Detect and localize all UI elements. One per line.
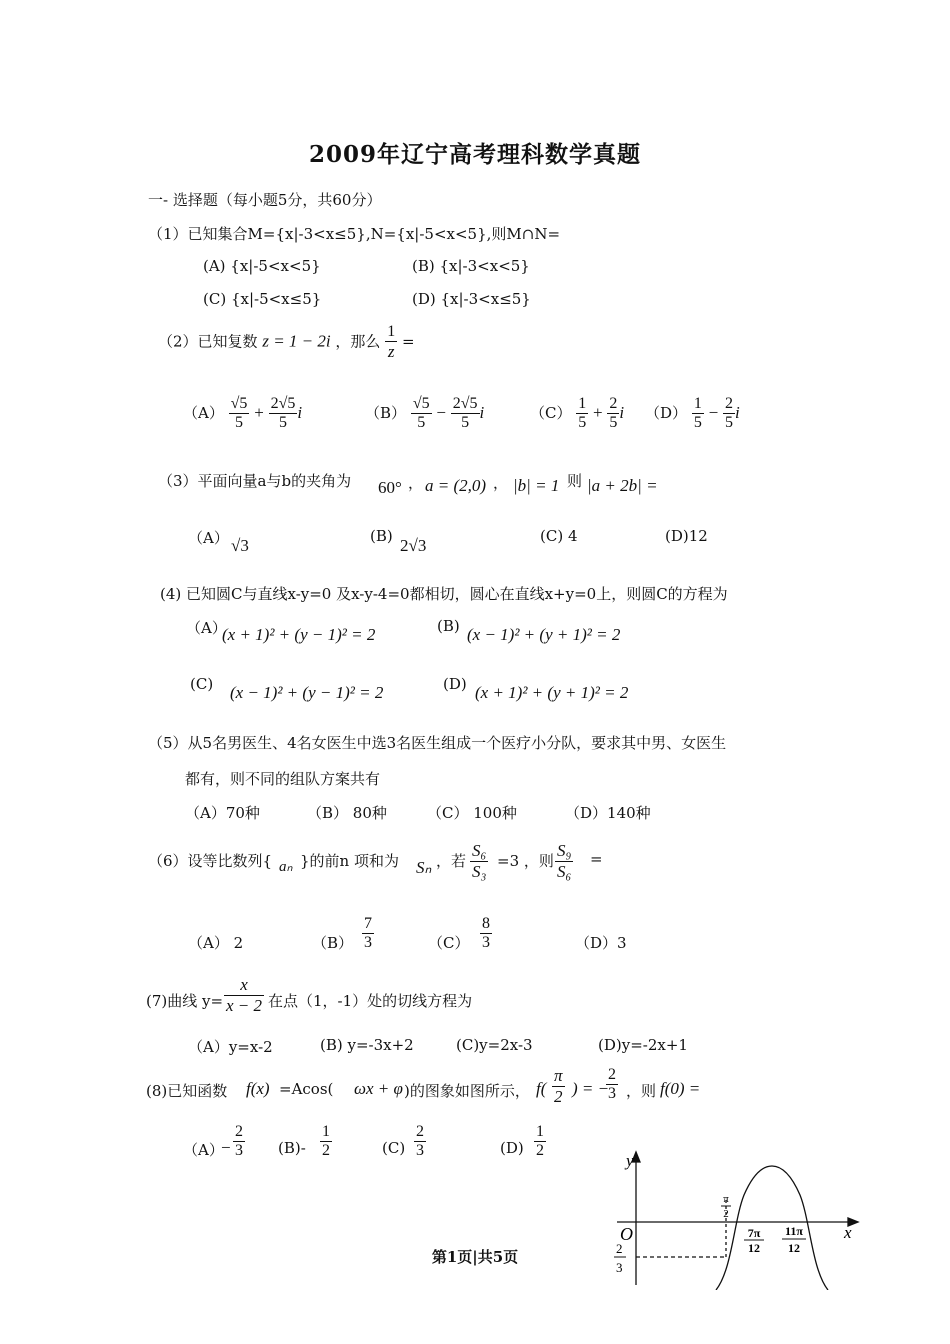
q1-option-c: (C) {x|-5<x≤5} bbox=[203, 290, 322, 308]
q6-if: ，若 bbox=[436, 852, 467, 870]
q8-cond-post: ) = − bbox=[572, 1079, 610, 1098]
q5-option-d: （D）140种 bbox=[565, 804, 651, 822]
graph-y-label: y bbox=[626, 1151, 634, 1170]
cosine-graph bbox=[612, 1150, 862, 1290]
q3-sep2: ， bbox=[493, 474, 509, 492]
q7-stem-post: 在点（1，-1）处的切线方程为 bbox=[268, 992, 473, 1010]
q3-option-b-value: 2√3 bbox=[400, 536, 427, 555]
q2-option-d: （D） $\frac{1}{5}$ − $\frac{2}{5}$ i bbox=[645, 395, 740, 432]
graph-pi-half-den: 2 bbox=[723, 1208, 729, 1220]
q3-option-b-label: (B) bbox=[370, 527, 393, 545]
q7-option-c: (C)y=2x-3 bbox=[456, 1036, 533, 1054]
q8-cond-pre: f( bbox=[536, 1079, 547, 1098]
q8-option-c-label: (C) bbox=[382, 1139, 406, 1157]
q3-option-d: (D)12 bbox=[665, 527, 708, 545]
graph-tick-11pi-num: 11π bbox=[785, 1224, 803, 1238]
q7-option-a: （A）y=x-2 bbox=[188, 1038, 273, 1056]
page-title: 2009年辽宁高考理科数学真题 bbox=[308, 141, 641, 168]
q6-stem-pre: （6）设等比数列{ bbox=[148, 852, 273, 870]
q3-option-a-value: √3 bbox=[231, 536, 249, 555]
graph-tick-7pi-num: 7π bbox=[747, 1226, 761, 1240]
q5-stem-line1: （5）从5名男医生、4名女医生中选3名医生组成一个医疗小分队，要求其中男、女医生 bbox=[148, 734, 727, 752]
q2-option-a: （A） $\frac{√5}{5}$ + $\frac{2√5}{5}$ i bbox=[183, 395, 303, 432]
q4-option-b-expr: (x − 1)² + (y + 1)² = 2 bbox=[467, 625, 621, 644]
q6-option-c-label: （C） bbox=[428, 934, 470, 952]
q8-option-d-value: $\frac{1}{2}$ bbox=[536, 1123, 544, 1160]
q8-stem-pre: (8)已知函数 bbox=[146, 1082, 228, 1100]
q7-fraction: $\frac{x}{x - 2}$ bbox=[226, 975, 263, 1015]
q1-stem: （1）已知集合M={x|-3<x≤5},N={x|-5<x<5},则M∩N= bbox=[148, 225, 561, 243]
q8-cond-pi-half: $\frac{\pi}{2}$ bbox=[554, 1066, 563, 1106]
q8-cond-value: $\frac{2}{3}$ bbox=[608, 1066, 616, 1103]
q6-stem-mid: }的前n 项和为 bbox=[300, 852, 399, 870]
q6-option-b-value: $\frac{7}{3}$ bbox=[364, 915, 372, 952]
q1-option-b: (B) {x|-3<x<5} bbox=[412, 257, 530, 275]
q4-option-d-label: (D) bbox=[443, 675, 467, 693]
q3-option-a-label: （A） bbox=[188, 529, 229, 547]
q7-option-d: (D)y=-2x+1 bbox=[598, 1036, 688, 1054]
q2-stem-mid: ，那么 bbox=[335, 332, 381, 351]
q3-vector-a: a = (2,0) bbox=[425, 476, 487, 495]
q8-option-a-value: $\frac{2}{3}$ bbox=[235, 1123, 243, 1160]
q8-stem-mid: =Acos( bbox=[279, 1080, 334, 1098]
q5-option-b: （B） 80种 bbox=[307, 804, 387, 822]
q3-expression: |a + 2b| = bbox=[587, 476, 658, 495]
q6-sequence-an: aₙ bbox=[279, 859, 293, 875]
q2-option-c: （C） $\frac{1}{5}$ + $\frac{2}{5}$ i bbox=[530, 395, 625, 432]
q7-option-b: (B) y=-3x+2 bbox=[320, 1036, 414, 1054]
q8-then: ，则 bbox=[626, 1082, 657, 1100]
graph-x-label: x bbox=[844, 1223, 852, 1242]
q8-arg: ωx + φ bbox=[354, 1079, 403, 1098]
q8-stem-mid2: )的图象如图所示， bbox=[404, 1082, 530, 1100]
graph-pi-half-num: π bbox=[723, 1193, 729, 1205]
q8-f0: f(0) = bbox=[660, 1079, 701, 1098]
q6-eq3: =3 ，则 bbox=[497, 852, 554, 870]
q8-option-b-value: $\frac{1}{2}$ bbox=[322, 1123, 330, 1160]
q2-stem-pre: （2）已知复数 bbox=[158, 332, 258, 351]
q6-ratio-s9-s6: $\frac{\text{S₉}}{\text{S₆}}$ bbox=[557, 841, 572, 881]
q4-option-c-expr: (x − 1)² + (y − 1)² = 2 bbox=[230, 683, 384, 702]
q1-option-a: (A) {x|-5<x<5} bbox=[203, 257, 321, 275]
q8-option-c-value: $\frac{2}{3}$ bbox=[416, 1123, 424, 1160]
q4-option-b-label: (B) bbox=[437, 617, 460, 635]
q7-stem-pre: (7)曲线 y= bbox=[146, 992, 224, 1010]
q2-stem-post: = bbox=[401, 332, 415, 351]
graph-tick-7pi-den: 12 bbox=[748, 1241, 760, 1255]
q3-then: 则 bbox=[567, 472, 583, 490]
graph-neg-two-thirds-den: 3 bbox=[616, 1260, 623, 1275]
q6-option-a: （A） 2 bbox=[188, 934, 244, 952]
q8-option-d-label: (D) bbox=[500, 1139, 524, 1157]
q6-sum-sn: Sₙ bbox=[416, 858, 432, 877]
q4-option-c-label: (C) bbox=[190, 675, 214, 693]
q6-option-d: （D）3 bbox=[575, 934, 627, 952]
q1-option-d: (D) {x|-3<x≤5} bbox=[412, 290, 531, 308]
q6-eq: = bbox=[590, 850, 603, 868]
q6-option-c-value: $\frac{8}{3}$ bbox=[482, 915, 490, 952]
graph-tick-11pi-den: 12 bbox=[788, 1241, 800, 1255]
q2-option-b: （B） $\frac{√5}{5}$ − $\frac{2√5}{5}$ i bbox=[365, 395, 485, 432]
q4-option-a-expr: (x + 1)² + (y − 1)² = 2 bbox=[222, 625, 376, 644]
q3-option-c: (C) 4 bbox=[540, 527, 578, 545]
q4-option-a-label: （A） bbox=[186, 619, 227, 637]
q3-angle: 60° bbox=[378, 478, 402, 497]
graph-origin: O bbox=[620, 1224, 633, 1244]
page-footer: 第1页|共5页 bbox=[431, 1248, 519, 1266]
q8-fx: f(x) bbox=[246, 1079, 270, 1098]
q6-ratio-s6-s3: $\frac{\text{S₆}}{\text{S₃}}$ bbox=[472, 841, 487, 881]
graph-neg-two-thirds-num: 2 bbox=[616, 1241, 623, 1256]
q4-stem: (4) 已知圆C与直线x-y=0 及x-y-4=0都相切，圆心在直线x+y=0上，则圆C的方程为 bbox=[160, 585, 728, 603]
q5-option-a: （A）70种 bbox=[185, 804, 260, 822]
q3-stem-text: （3）平面向量a与b的夹角为 bbox=[158, 472, 352, 490]
q8-option-b-label: (B)- bbox=[278, 1139, 306, 1157]
section-heading: 一- 选择题（每小题5分，共60分） bbox=[148, 191, 382, 209]
q3-sep1: ， bbox=[408, 474, 424, 492]
q6-option-b-label: （B） bbox=[312, 934, 354, 952]
q5-stem-line2: 都有，则不同的组队方案共有 bbox=[185, 770, 381, 788]
q4-option-d-expr: (x + 1)² + (y + 1)² = 2 bbox=[475, 683, 629, 702]
q8-option-a-sign: − bbox=[221, 1138, 231, 1157]
q2-stem-fraction: $\frac{1}{z}$ bbox=[387, 323, 396, 362]
q2-stem-expr: z = 1 − 2i bbox=[262, 331, 331, 351]
cosine-curve bbox=[716, 1166, 828, 1290]
q5-option-c: （C） 100种 bbox=[427, 804, 517, 822]
q3-norm-b: |b| = 1 bbox=[513, 476, 560, 495]
q8-option-a-label: （A） bbox=[183, 1141, 224, 1159]
q2-stem bbox=[158, 323, 415, 362]
